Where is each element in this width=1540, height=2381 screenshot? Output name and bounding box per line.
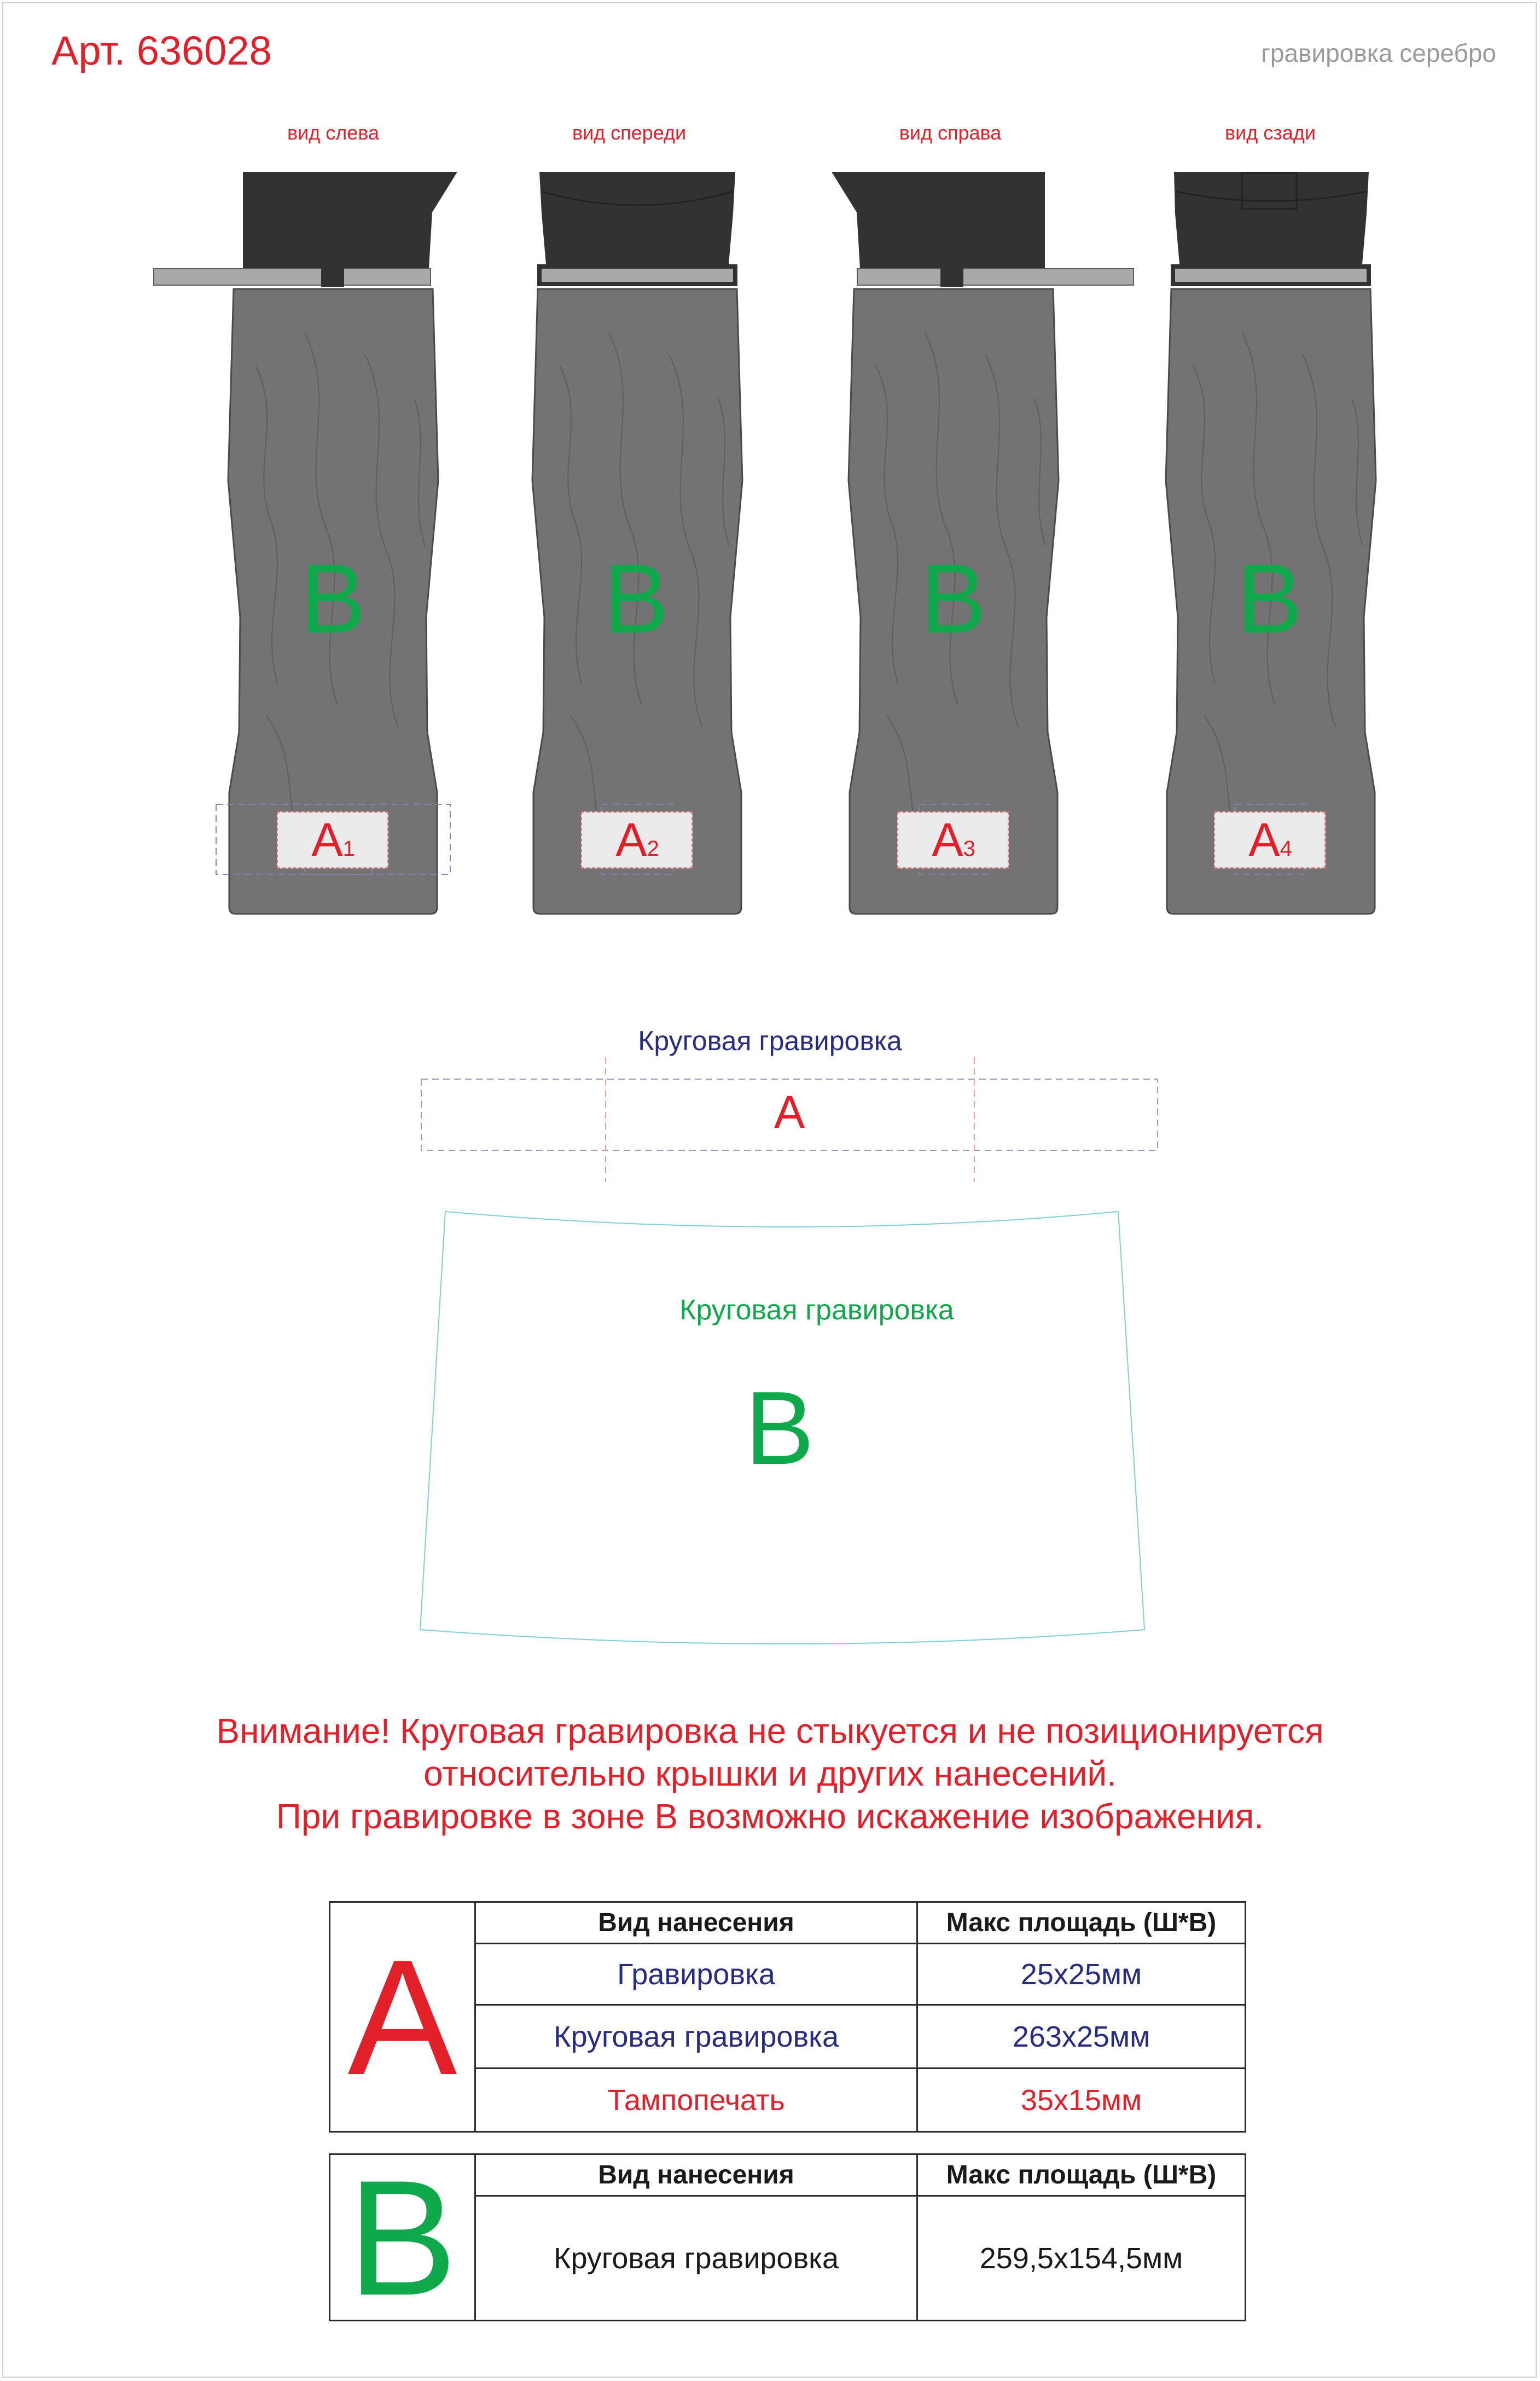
table-a-col-method: Вид нанесения <box>475 1902 917 1944</box>
table-a-col-size: Макс площадь (Ш*В) <box>917 1902 1246 1944</box>
layout-a-title: Круговая гравировка <box>638 1026 902 1056</box>
zone-b-label-front: B <box>603 544 670 654</box>
zone-a-label-back: A4 <box>1248 814 1292 866</box>
zone-b-label-back: B <box>1236 544 1303 654</box>
bottle-left-view <box>154 172 457 914</box>
table-b-size: 259,5x154,5мм <box>917 2196 1246 2321</box>
layout-b-letter: B <box>745 1370 815 1486</box>
table-b-col-method: Вид нанесения <box>475 2154 917 2196</box>
layout-a-letter: A <box>774 1086 805 1138</box>
table-a-letter: A <box>330 1902 475 2132</box>
view-label-right: вид справа <box>899 121 1002 144</box>
zone-a-label-left: A1 <box>311 814 355 866</box>
spec-table-b <box>329 2145 1246 2330</box>
table-a-method: Круговая гравировка <box>475 2005 917 2069</box>
view-label-front: вид спереди <box>572 121 687 144</box>
warning-text <box>0 1710 1540 1838</box>
zone-b-label-right: B <box>920 544 987 654</box>
table-a-size: 263x25мм <box>917 2005 1246 2069</box>
view-label-left: вид слева <box>287 121 380 144</box>
engraving-color-note: гравировка серебро <box>1261 39 1496 67</box>
circular-layouts <box>0 1040 1540 1696</box>
table-a-size: 35x15мм <box>917 2069 1246 2132</box>
zone-a-label-right: A3 <box>932 814 975 866</box>
warning-line-3: При гравировке в зоне B возможно искажение изображения. <box>276 1797 1264 1837</box>
layout-b-title: Круговая гравировка <box>679 1294 954 1326</box>
table-b-letter: B <box>330 2154 475 2321</box>
table-a-method: Гравировка <box>475 1944 917 2005</box>
view-label-back: вид сзади <box>1225 121 1316 144</box>
bottle-back-view <box>1166 172 1376 914</box>
table-a-method: Тампопечать <box>475 2069 917 2132</box>
zone-b-label-left: B <box>300 544 367 654</box>
warning-line-1: Внимание! Круговая гравировка не стыкуется и не позиционируется <box>216 1711 1324 1751</box>
bottle-front-view <box>532 172 742 914</box>
article-number: Арт. 636028 <box>51 28 272 73</box>
warning-line-2: относительно крышки и других нанесений. <box>423 1754 1117 1794</box>
table-b-col-size: Макс площадь (Ш*В) <box>917 2154 1246 2196</box>
zone-a-label-front: A2 <box>615 814 659 866</box>
bottle-right-view <box>832 172 1134 914</box>
table-b-method: Круговая гравировка <box>475 2196 917 2321</box>
spec-table-a <box>329 1901 1246 2133</box>
table-a-size: 25x25мм <box>917 1944 1246 2005</box>
bottle-views <box>0 0 1540 930</box>
